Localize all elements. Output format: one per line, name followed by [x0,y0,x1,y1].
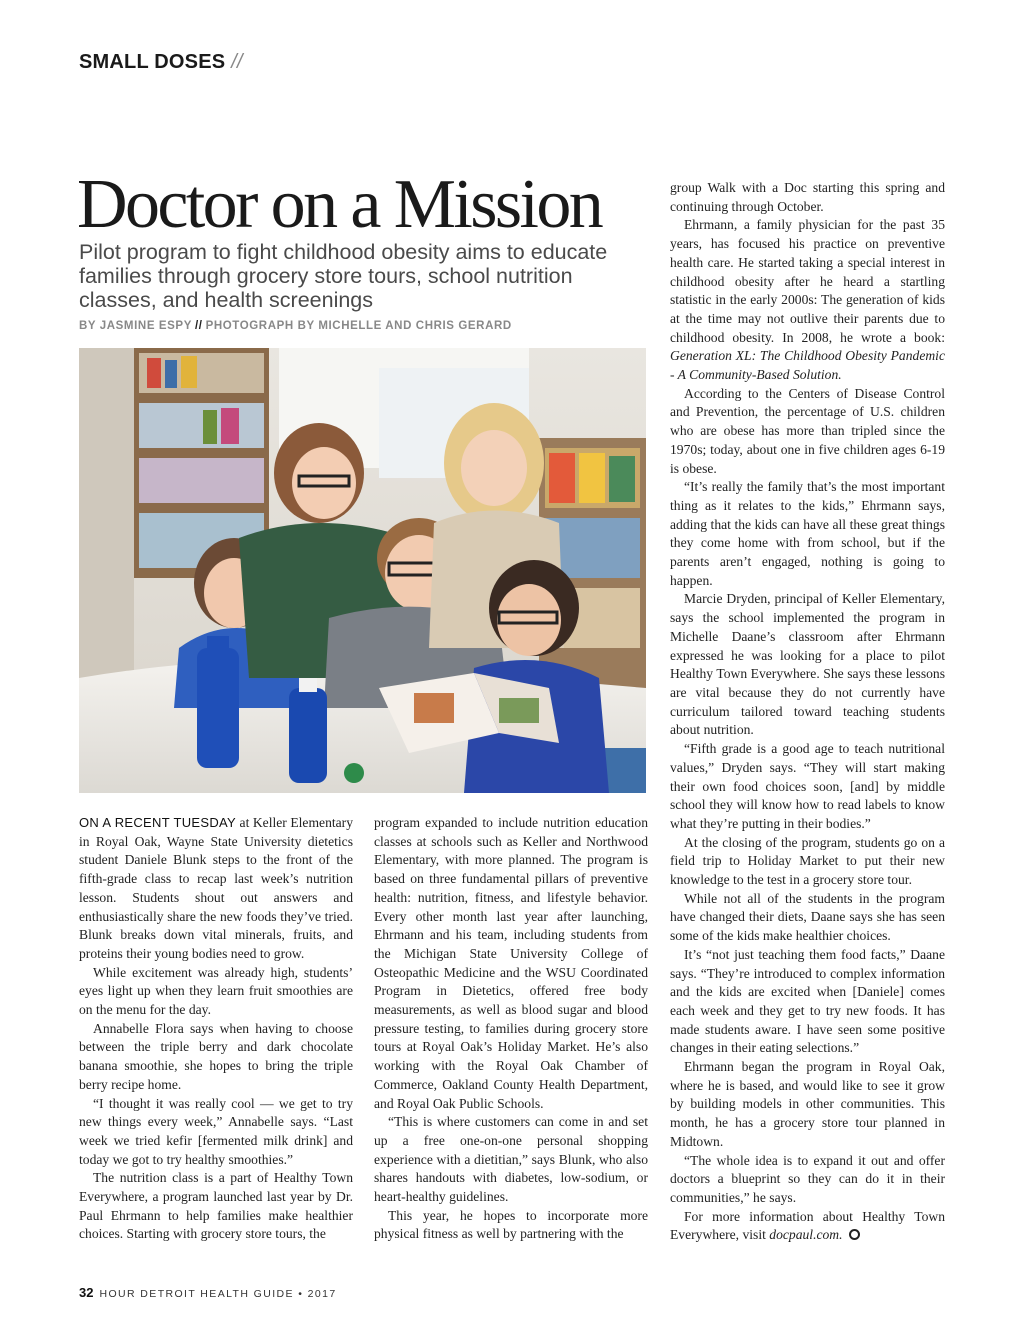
publication-name: HOUR DETROIT HEALTH GUIDE • 2017 [99,1288,337,1300]
paragraph-text: Ehrmann, a family physician for the past 35 years, has focused his practice on preventive health care. He started taking a special interest in childhood obesity after he heard a startling statistic in the early 2000s: The generation of kids at the time may not outlive their parents due to childhood obesity. In 2008, he wrote a book: [670,217,945,345]
paragraph: According to the Centers of Disease Control and Prevention, the percentage of U.S. children who are obese has more than tripled since the 1970s; today, about one in five children ages 6-19 is obese. [670,385,945,476]
end-mark-icon [849,1229,860,1240]
paragraph: The nutrition class is a part of Healthy Town Everywhere, a program launched last year by Dr. Paul Ehrmann to help families make healthier choices. Starting with grocery store tours, the [79,1170,353,1242]
paragraph: At the closing of the program, students go on a field trip to Holiday Market to put their new knowledge to the test in a grocery store tour. [670,834,945,888]
section-label [79,51,243,74]
byline-photo-credit: PHOTOGRAPH BY MICHELLE AND CHRIS GERARD [205,320,512,332]
book-title: Generation XL: The Childhood Obesity Pandemic - A Community-Based Solution. [670,348,945,383]
page-number: 32 [79,1285,94,1300]
paragraph: Annabelle Flora says when having to choose between the triple berry and dark chocolate banana smoothie, she hopes to bring the triple berry recipe home. [79,1020,353,1092]
paragraph-text: For more information about Healthy Town Everywhere, visit [670,1208,945,1243]
paragraph: program expanded to include nutrition education classes at schools such as Keller and Northwood Elementary, with more planned. The program is based on three fundamental pillars of preventive health: nutrition, fitness, and lifestyle behavior. Every other month last year after launching, Ehrmann and his team, including students from the Michigan State University College of Osteopathic Medicine and the WSU Coordinated Program in Dietetics, offered free body measurements, as well as blood sugar and blood pressure testing, to families during grocery store tours at Royal Oak’s Holiday Market. He’s also working with the Royal Oak Chamber of Commerce, Oakland County Health Department, and Royal Oak Public Schools. [374,815,648,1111]
article-column-3 [670,179,945,1245]
section-label-slashes: // [231,51,243,73]
paragraph: “The whole idea is to expand it out and offer doctors a blueprint so they can do it in their communities,” he says. [670,1152,945,1205]
byline [79,320,512,332]
paragraph: While excitement was already high, students’ eyes light up when they learn fruit smoothies are on the menu for the day. [79,964,353,1018]
paragraph: “I thought it was really cool — we get to try new things every week,” Annabelle says. “Last week we tried kefir [fermented milk drink] and today we got to try healthy smoothies.” [79,1095,353,1167]
paragraph: Ehrmann began the program in Royal Oak, where he is based, and would like to see it grow by building models in other communities. This month, he has a grocery store tour planned in Midtown. [670,1059,945,1149]
article-title: Doctor on a Mission [77,166,602,243]
paragraph: group Walk with a Doc starting this spring and continuing through October. [670,180,945,214]
section-label-text: SMALL DOSES [79,51,226,73]
paragraph: “This is where customers can come in and set up a free one-on-one personal shopping experience with a dietitian,” says Blunk, who also shares handouts with diabetes, low-sodium, or heart-healthy guidelines. [374,1114,648,1205]
classroom-photo-illustration [79,348,646,793]
lead-in: ON A RECENT TUESDAY [79,815,237,830]
page-footer [79,1285,337,1300]
paragraph [79,814,353,964]
paragraph: “It’s really the family that’s the most important thing as it relates to the kids,” Ehrmann says, adding that the kids can have all these great things they come home with from school, but if the parents aren’t engaged, nothing is going to happen. [670,479,945,588]
paragraph: While not all of the students in the program have changed their diets, Daane says she has seen some of the kids make healthier choices. [670,890,945,944]
paragraph: It’s “not just teaching them food facts,” Daane says. “They’re introduced to complex information and the kids are excited when [Daniele] comes each week and they get to try new foods. It has made students aware. I have seen some positive changes in their eating selections.” [670,946,945,1056]
paragraph [670,216,945,384]
article-photo [79,348,646,793]
paragraph: This year, he hopes to incorporate more physical fitness as well by partnering with the [374,1207,648,1242]
paragraph: “Fifth grade is a good age to teach nutritional values,” Dryden says. “They will start making their own food choices soon, [and] by middle school they will know how to read labels to know what they’re putting in their bodies.” [670,741,945,831]
article-column-1 [79,814,353,1244]
byline-author: BY JASMINE ESPY [79,320,192,332]
paragraph: Marcie Dryden, principal of Keller Elementary, says the school implemented the program in Michelle Daane’s classroom after Ehrmann expressed he was looking for a place to pilot Healthy Town Everywhere. She says these lessons are vital because they do not currently have curriculum tailored toward teaching students about nutrition. [670,591,945,738]
article-column-2 [374,814,648,1244]
article-subtitle: Pilot program to fight childhood obesity aims to educate families through grocery store tours, school nutrition classes, and health screenings [79,240,608,312]
paragraph-text: at Keller Elementary in Royal Oak, Wayne State University dietetics student Daniele Blunk steps to the front of the fifth-grade class to recap last week’s nutrition lesson. Students shout out answers and enthusiastically share the new foods they’ve tried. Blunk breaks down vital minerals, fruits, and proteins their young bodies need to grow. [79,815,353,961]
byline-separator: // [194,320,203,332]
paragraph [670,1208,945,1245]
website-link[interactable]: docpaul.com. [769,1227,843,1243]
